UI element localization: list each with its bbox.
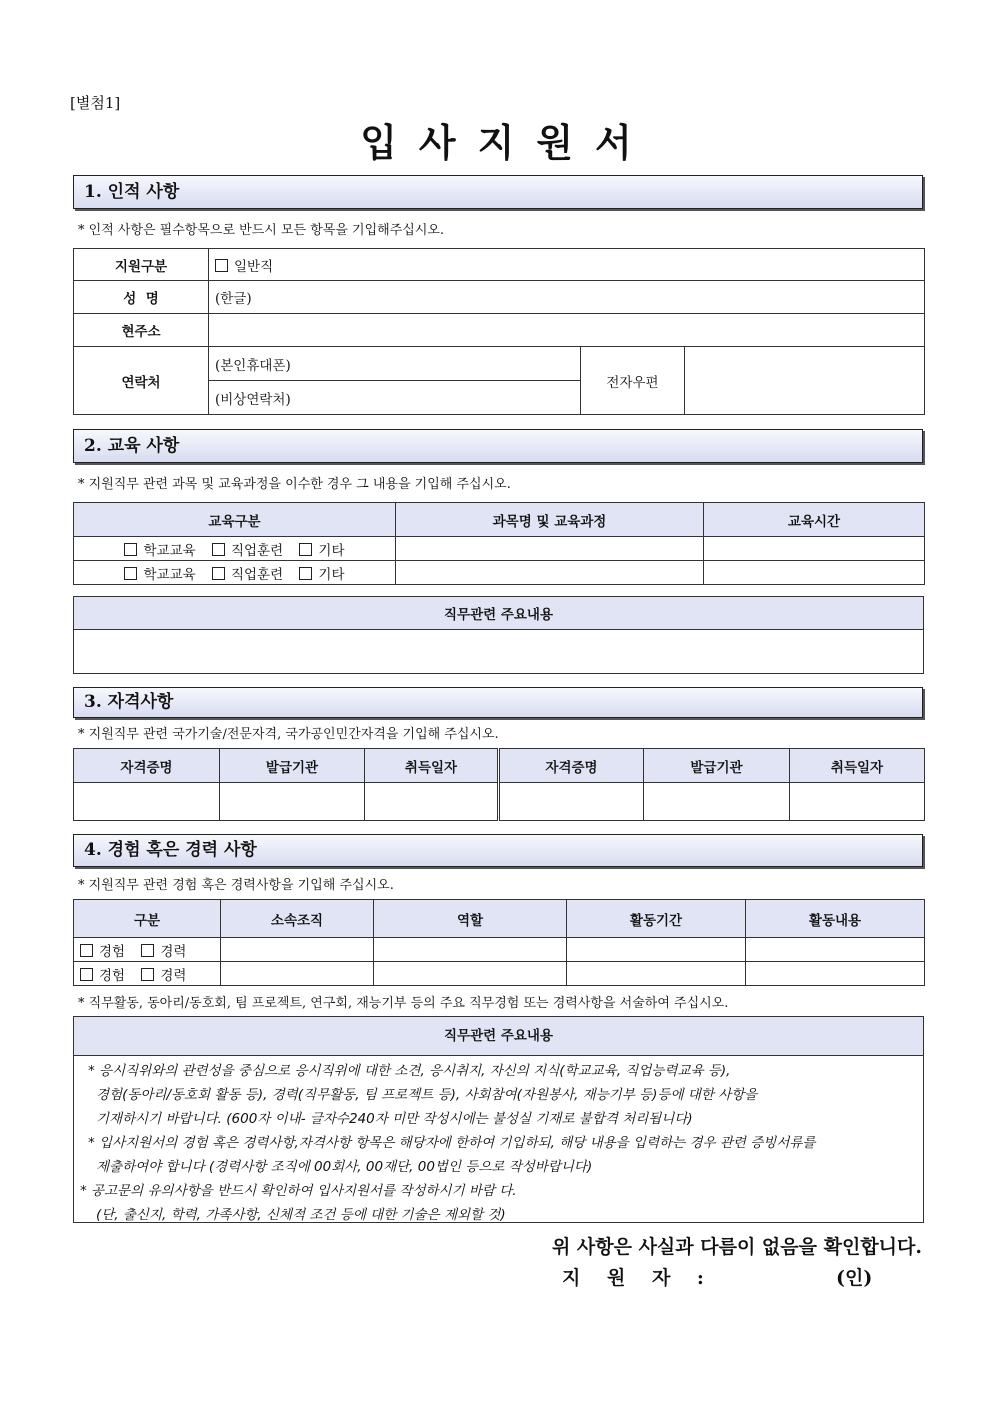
guideline-line: (단, 출신지, 학력, 가족사항, 신체적 조건 등에 대한 기술은 제외할 것) [96,1207,506,1223]
cert-name-header: 자격증명 [74,749,220,783]
name-input[interactable]: (한글) [209,281,925,314]
option-career: 경력 [160,967,187,984]
organization-input[interactable] [221,938,374,962]
option-other: 기타 [318,566,345,583]
guideline-line: * 공고문의 유의사항을 반드시 확인하여 입사지원서를 작성하시기 바람 다. [80,1183,517,1199]
checkbox-icon[interactable] [124,543,137,556]
education-details-table [73,596,924,674]
page-title: 입사지원서 [360,121,654,165]
email-input[interactable] [685,347,925,415]
option-vocational: 직업훈련 [230,542,284,559]
personal-note: * 인적 사항은 필수항목으로 반드시 모든 항목을 기입해주십시오. [78,223,445,238]
role-header: 역할 [374,900,567,938]
issuer-header: 발급기관 [220,749,365,783]
experience-details-header: 직무관련 주요내용 [74,1017,923,1056]
experience-note: * 지원직무 관련 경험 혹은 경력사항을 기입해 주십시오. [78,878,394,893]
education-type-header: 교육구분 [74,503,396,537]
issuer-header: 발급기관 [644,749,790,783]
acquired-date-header: 취득일자 [365,749,499,783]
education-note: * 지원직무 관련 과목 및 교육과정을 이수한 경우 그 내용을 기입해 주십시오. [78,477,511,492]
personal-info-table [73,248,925,415]
address-input[interactable] [209,314,925,347]
checkbox-icon[interactable] [80,944,93,957]
option-experience: 경험 [99,943,126,960]
acquired-date-input[interactable] [365,783,499,821]
hours-input[interactable] [704,537,925,561]
qualifications-table [73,748,925,821]
name-label: 성 명 [74,281,209,314]
attachment-label: [별첨1] [70,94,121,112]
course-header: 과목명 및 교육과정 [396,503,704,537]
option-school: 학교교육 [143,542,196,559]
organization-header: 소속조직 [221,900,374,938]
qualifications-note: * 지원직무 관련 국가기술/전문자격, 국가공인민간자격을 기입해 주십시오. [78,727,499,742]
email-label: 전자우편 [581,347,685,415]
education-type-options[interactable] [74,561,396,585]
section-header-experience: 4. 경험 혹은 경력 사항 [73,834,923,867]
applicant-label: 지 원 자 : [562,1267,714,1289]
guideline-line: 제출하여야 합니다 (경력사항 조직에 00회사, 00재단, 00법인 등으로 작성바랍니다) [96,1159,593,1175]
education-type-options[interactable] [74,537,396,561]
address-label: 현주소 [74,314,209,347]
education-details-input[interactable] [74,630,924,674]
checkbox-icon[interactable] [212,567,225,580]
checkbox-icon[interactable] [212,543,225,556]
option-other: 기타 [318,542,345,559]
cert-name-header: 자격증명 [499,749,644,783]
table-row [74,561,925,585]
job-type-option: 일반직 [234,258,274,275]
experience-type-header: 구분 [74,900,221,938]
role-input[interactable] [374,962,567,986]
hours-header: 교육시간 [704,503,925,537]
checkbox-icon[interactable] [215,259,228,272]
seal-mark: (인) [836,1267,873,1289]
period-input[interactable] [567,938,746,962]
section-header-qualifications: 3. 자격사항 [73,687,923,718]
education-details-header: 직무관련 주요내용 [74,597,924,630]
period-input[interactable] [567,962,746,986]
guideline-line: 경험(동아리/동호회 활동 등), 경력(직무활동, 팀 프로젝트 등), 사회참여(자원봉사, 재능기부 등)등에 대한 사항을 [96,1087,758,1103]
experience-table [73,899,925,986]
checkbox-icon[interactable] [141,944,154,957]
section-header-education: 2. 교육 사항 [73,429,923,463]
confirmation-statement: 위 사항은 사실과 다름이 없음을 확인합니다. [551,1236,922,1258]
option-experience: 경험 [99,967,126,984]
cert-name-input[interactable] [499,783,644,821]
checkbox-icon[interactable] [141,968,154,981]
table-row [74,938,925,962]
contact-label: 연락처 [74,347,209,415]
table-row [74,537,925,561]
emergency-contact-input[interactable]: (비상연락처) [209,381,581,415]
course-input[interactable] [396,537,704,561]
experience-type-options[interactable] [74,962,221,986]
checkbox-icon[interactable] [299,567,312,580]
option-school: 학교교육 [143,566,196,583]
option-career: 경력 [160,943,187,960]
education-table [73,502,925,585]
guideline-line: 기재하시기 바랍니다. (600자 이내- 글자수240자 미만 작성시에는 불성실 기재로 불합격 처리됩니다) [96,1111,693,1127]
acquired-date-input[interactable] [790,783,925,821]
organization-input[interactable] [221,962,374,986]
period-header: 활동기간 [567,900,746,938]
activity-input[interactable] [746,938,925,962]
mobile-input[interactable]: (본인휴대폰) [209,347,581,381]
hours-input[interactable] [704,561,925,585]
checkbox-icon[interactable] [124,567,137,580]
section-header-personal: 1. 인적 사항 [73,175,923,209]
experience-note-2: * 직무활동, 동아리/동호회, 팀 프로젝트, 연구회, 재능기부 등의 주요 직무경험 또는 경력사항을 서술하여 주십시오. [78,996,729,1011]
guideline-line: * 응시직위와의 관련성을 중심으로 응시직위에 대한 소견, 응시취지, 자신의 지식(학교교육, 직업능력교육 등), [88,1063,731,1079]
experience-type-options[interactable] [74,938,221,962]
job-type-label: 지원구분 [74,249,209,281]
guideline-line: * 입사지원서의 경험 혹은 경력사항,자격사항 항목은 해당자에 한하여 기입하되, 해당 내용을 입력하는 경우 관련 증빙서류를 [88,1135,816,1151]
checkbox-icon[interactable] [80,968,93,981]
role-input[interactable] [374,938,567,962]
activity-input[interactable] [746,962,925,986]
issuer-input[interactable] [644,783,790,821]
acquired-date-header: 취득일자 [790,749,925,783]
issuer-input[interactable] [220,783,365,821]
table-row [74,783,925,821]
course-input[interactable] [396,561,704,585]
checkbox-icon[interactable] [299,543,312,556]
activity-header: 활동내용 [746,900,925,938]
cert-name-input[interactable] [74,783,220,821]
option-vocational: 직업훈련 [230,566,284,583]
job-type-cell[interactable] [209,249,925,281]
table-row [74,962,925,986]
experience-details-box[interactable] [73,1016,924,1223]
